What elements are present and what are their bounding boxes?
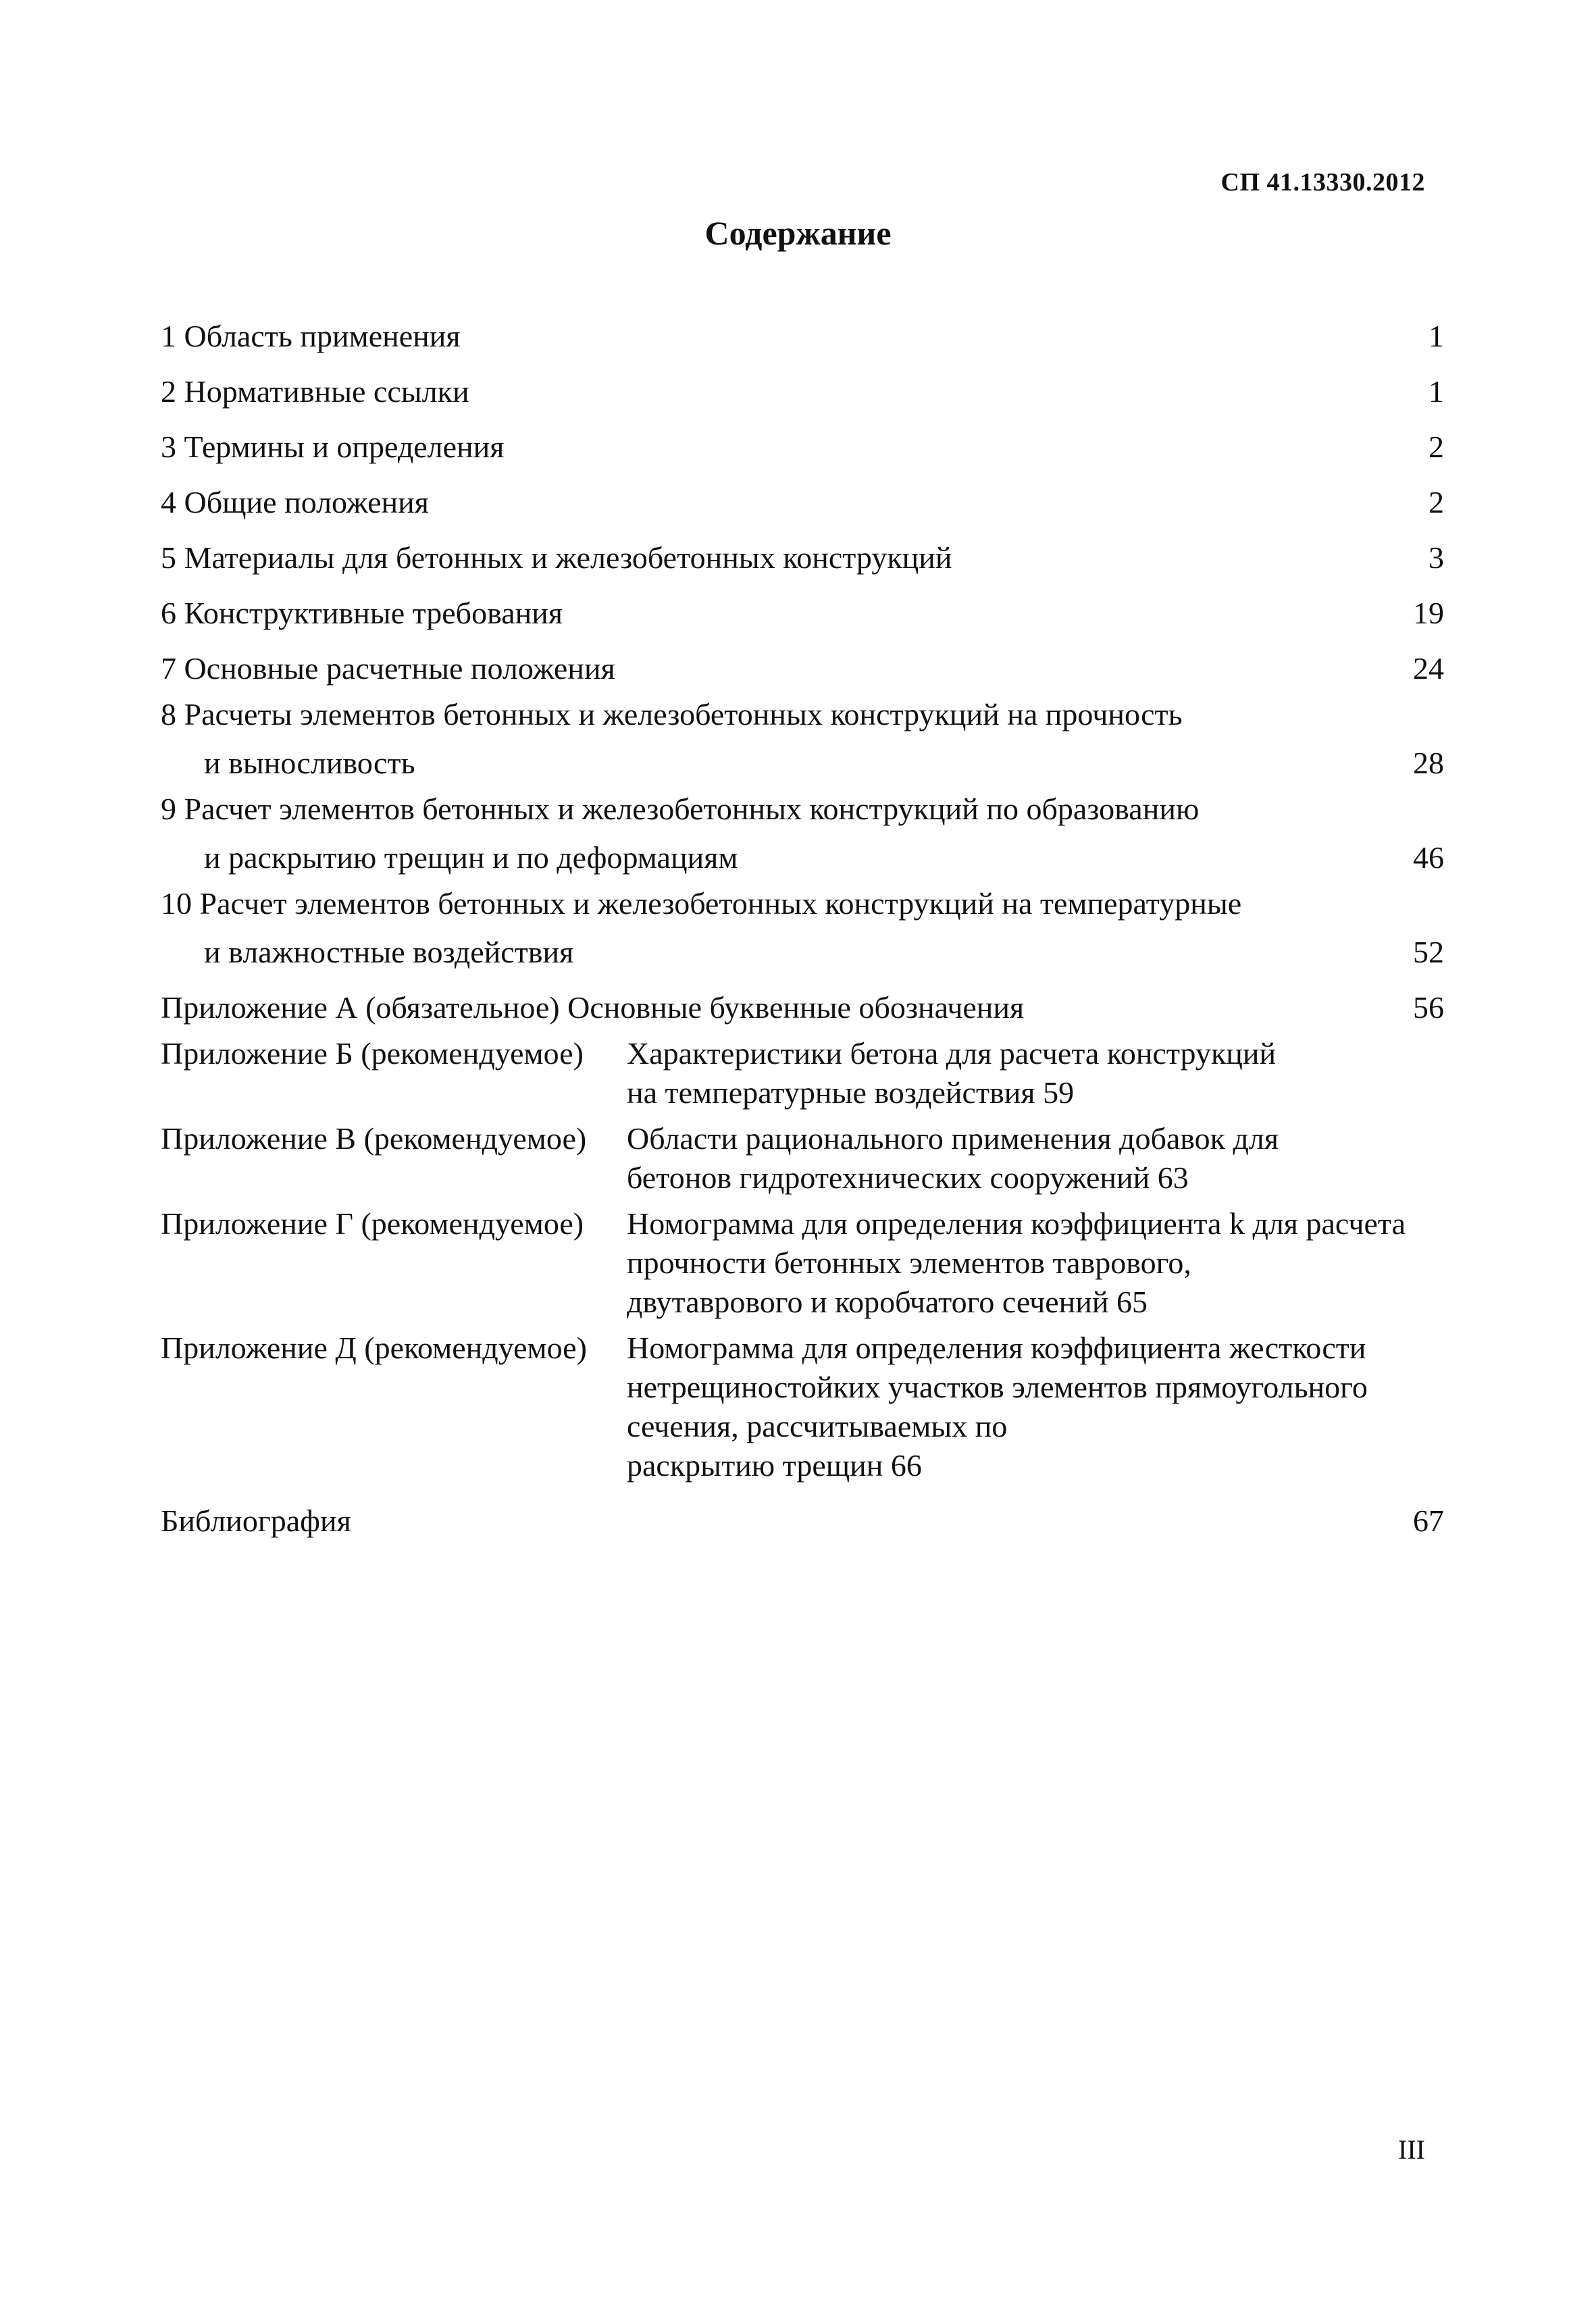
toc-entry-title-continued: и выносливость — [204, 746, 415, 780]
toc-entry-page: 28 — [1413, 746, 1444, 780]
dot-leader — [1028, 979, 1409, 1018]
toc-entry-page: 52 — [1413, 935, 1444, 969]
dot-leader — [465, 307, 1424, 346]
toc-entry-appendix-d[interactable] — [161, 1329, 1444, 1485]
dot-leader — [508, 418, 1424, 457]
toc-entry-title-continued: и раскрытию трещин и по деформациям — [204, 840, 738, 875]
dot-leader — [419, 734, 1409, 773]
dot-leader — [619, 640, 1409, 679]
toc-entry[interactable] — [161, 418, 1444, 467]
dot-leader — [473, 363, 1424, 402]
dot-leader — [567, 584, 1409, 623]
toc-entry-title: 10 Расчет элементов бетонных и железобетонных конструкций на температурные — [161, 886, 1242, 921]
toc-entry-appendix-a[interactable] — [161, 979, 1444, 1027]
document-code: СП 41.13330.2012 — [1220, 168, 1425, 197]
toc-entry[interactable] — [161, 307, 1444, 356]
toc-entry-title: Библиография — [161, 1503, 351, 1538]
toc-entry-title: Номограмма для определения коэффициента k для — [627, 1206, 1298, 1241]
dot-leader — [742, 829, 1409, 868]
toc-entry-page: 2 — [1428, 485, 1444, 519]
toc-entry-title: Приложение А (обязательное) Основные буквенные обозначения — [161, 990, 1025, 1025]
toc-entry-title-continued: на температурные воздействия — [627, 1075, 1035, 1110]
dot-leader — [355, 1492, 1409, 1531]
toc-entry-title: 7 Основные расчетные положения — [161, 651, 615, 686]
toc-entry-appendix-g[interactable] — [161, 1204, 1444, 1322]
toc-entry-page: 46 — [1413, 840, 1444, 875]
toc-entry[interactable] — [161, 529, 1444, 577]
toc-entry-title: 6 Конструктивные требования — [161, 596, 563, 630]
dot-leader — [433, 473, 1424, 513]
toc-entry-page: 3 — [1428, 540, 1444, 575]
toc-entry-title-continued: и влажностные воздействия — [204, 935, 574, 969]
toc-entry[interactable] — [161, 584, 1444, 633]
toc-entry-title: 4 Общие положения — [161, 485, 429, 519]
appendix-label: Приложение В (рекомендуемое) — [161, 1121, 587, 1156]
toc-entry-page: 1 — [1428, 374, 1444, 409]
toc-entry-page: 2 — [1428, 430, 1444, 464]
dot-leader — [956, 529, 1424, 568]
toc-entry-page: 65 — [1116, 1285, 1148, 1319]
toc-entry-title: 2 Нормативные ссылки — [161, 374, 469, 409]
toc-entry-page: 56 — [1413, 990, 1444, 1025]
toc-entry-title-continued: двутаврового и коробчатого сечений — [627, 1285, 1109, 1319]
toc-entry-title-continued: расчета прочности бетонных элементов таврового, — [627, 1206, 1406, 1280]
toc-entry-title: Характеристики бетона для расчета конструкций — [627, 1036, 1277, 1071]
toc-entry-title: Области рационального применения добавок для — [627, 1121, 1279, 1156]
toc-entry-page: 19 — [1413, 596, 1444, 630]
dot-leader — [577, 923, 1409, 962]
toc-entry[interactable] — [161, 884, 1444, 972]
toc-entry-page: 67 — [1413, 1503, 1444, 1538]
toc-entry-title: 8 Расчеты элементов бетонных и железобетонных конструкций на прочность — [161, 697, 1183, 731]
appendix-label: Приложение Б (рекомендуемое) — [161, 1036, 584, 1071]
appendix-label: Приложение Д (рекомендуемое) — [161, 1331, 587, 1365]
page-number: III — [1398, 2134, 1425, 2165]
toc-entry-title-continued: жесткости нетрещиностойких участков элементов — [627, 1331, 1366, 1404]
toc-entry-page: 63 — [1157, 1160, 1189, 1195]
toc-entry[interactable] — [161, 695, 1444, 783]
toc-entry-title: 3 Термины и определения — [161, 430, 505, 464]
toc-entry[interactable] — [161, 790, 1444, 877]
toc-entry[interactable] — [161, 640, 1444, 688]
toc-entry-title-continued: прямоугольного сечения, рассчитываемых по — [627, 1370, 1368, 1443]
toc-entry[interactable] — [161, 363, 1444, 411]
toc-entry-title: 9 Расчет элементов бетонных и железобетонных конструкций по образованию — [161, 792, 1200, 826]
table-of-contents — [161, 307, 1444, 1547]
toc-entry-appendix-b[interactable] — [161, 1034, 1444, 1112]
toc-entry-page: 66 — [890, 1448, 922, 1483]
toc-entry-page: 59 — [1043, 1075, 1075, 1110]
toc-entry-appendix-v[interactable] — [161, 1119, 1444, 1198]
toc-entry-page: 24 — [1413, 651, 1444, 686]
toc-entry-title: Номограмма для определения коэффициента — [627, 1331, 1222, 1365]
toc-entry-title-continued: бетонов гидротехнических сооружений — [627, 1160, 1150, 1195]
page-title: Содержание — [704, 214, 892, 252]
toc-entry-title-continued: раскрытию трещин — [627, 1448, 883, 1483]
toc-entry[interactable] — [161, 473, 1444, 522]
toc-entry-title: 5 Материалы для бетонных и железобетонных конструкций — [161, 540, 952, 575]
toc-entry-page: 1 — [1428, 319, 1444, 353]
appendix-label: Приложение Г (рекомендуемое) — [161, 1206, 584, 1241]
toc-entry-title: 1 Область применения — [161, 319, 461, 353]
toc-entry-bibliography[interactable] — [161, 1492, 1444, 1541]
